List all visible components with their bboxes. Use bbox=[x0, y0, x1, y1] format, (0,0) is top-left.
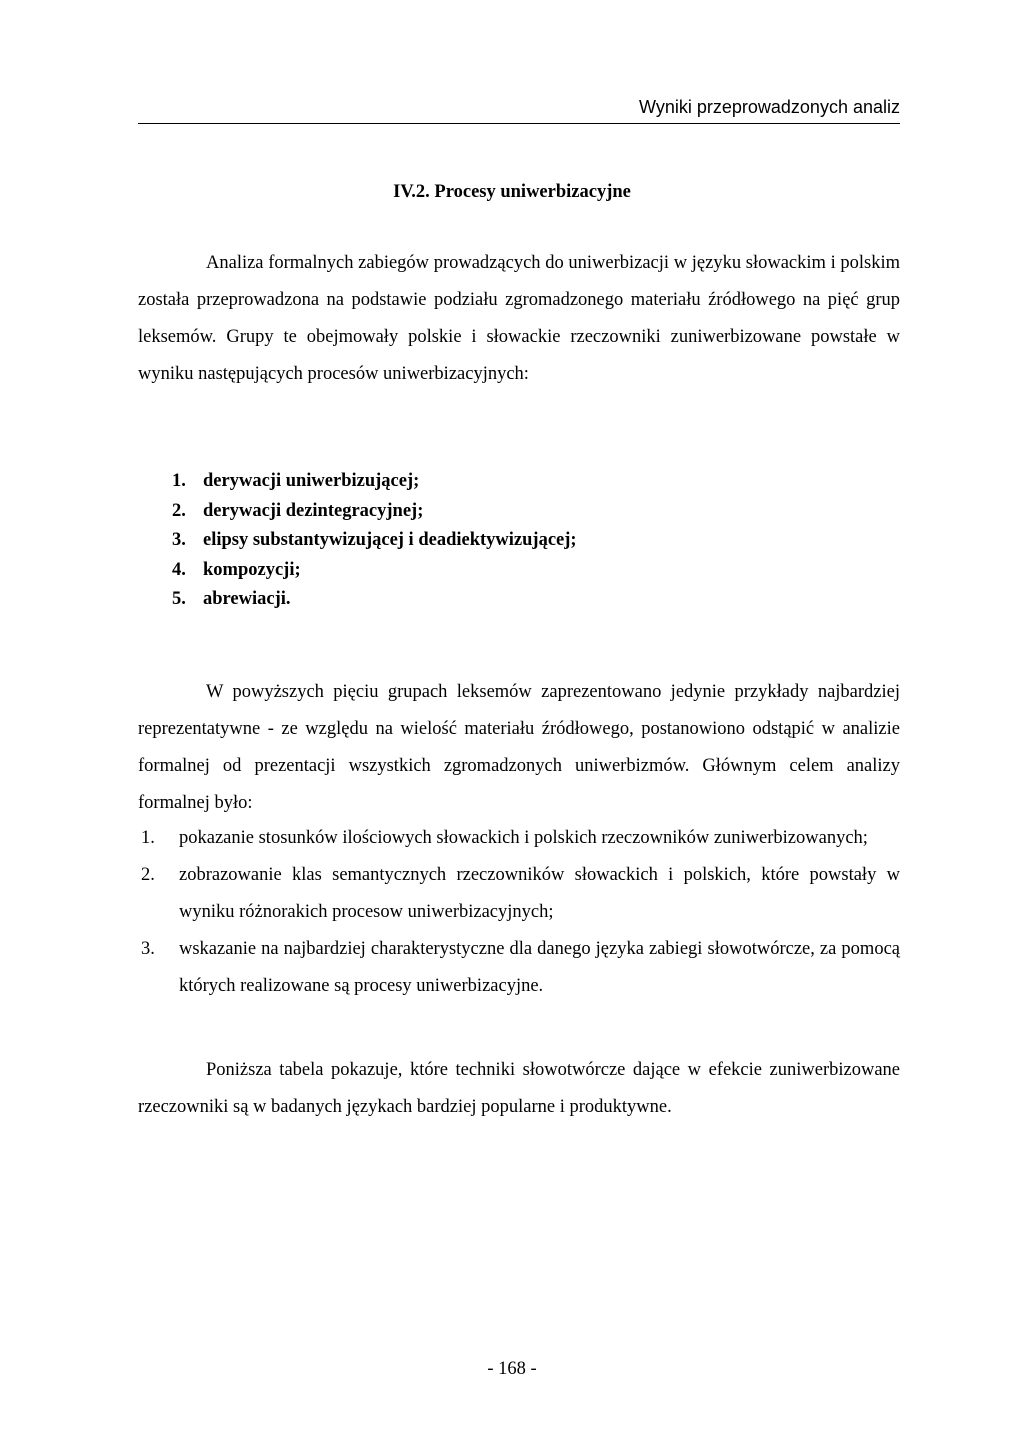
process-list bbox=[172, 467, 577, 615]
list-number: 1. bbox=[172, 471, 186, 491]
process-list-item bbox=[172, 497, 577, 527]
list-item-text: wskazanie na najbardziej charakterystyczne dla danego języka zabiegi słowotwórcze, za pomocą których realizowane są procesy uniwerbizacyjne. bbox=[179, 939, 900, 996]
list-item-text: kompozycji; bbox=[203, 559, 301, 580]
list-item-text: abrewiacji. bbox=[203, 589, 291, 609]
list-item-text: elipsy substantywizującej i deadiektywizującej; bbox=[203, 530, 577, 550]
aim-list-item bbox=[138, 931, 900, 1005]
aim-list bbox=[138, 820, 900, 1005]
process-list-item bbox=[172, 467, 577, 497]
list-number: 1. bbox=[141, 828, 155, 848]
list-item-text: zobrazowanie klas semantycznych rzeczowników słowackich i polskich, które powstały w wyniku różnorakich procesow uniwerbizacyjnych; bbox=[179, 865, 900, 922]
running-header bbox=[138, 93, 900, 124]
page-number: - 168 - bbox=[487, 1359, 537, 1379]
list-number: 5. bbox=[172, 589, 186, 609]
list-number: 4. bbox=[172, 559, 186, 580]
process-list-item bbox=[172, 526, 577, 556]
analysis-paragraph: W powyższych pięciu grupach leksemów zaprezentowano jedynie przykłady najbardziej reprezentatywne - ze względu na wielość materiału źródłowego, postanowiono odstąpić w analizie formalnej od prezentacji wszystkich zgromadzonych uniwerbizmów. Głównym celem analizy formalnej było: bbox=[138, 682, 900, 813]
table-intro-paragraph: Poniższa tabela pokazuje, które techniki słowotwórcze dające w efekcie zuniwerbizowane rzeczowniki są w badanych językach bardziej popularne i produktywne. bbox=[138, 1060, 900, 1117]
intro-paragraph: Analiza formalnych zabiegów prowadzących do uniwerbizacji w języku słowackim i polskim została przeprowadzona na podstawie podziału zgromadzonego materiału źródłowego na pięć grup leksemów. Grupy te obejmowały polskie i słowackie rzeczowniki zuniwerbizowane powstałe w wyniku następujących procesów uniwerbizacyjnych: bbox=[138, 253, 900, 384]
list-number: 2. bbox=[172, 500, 186, 521]
list-item-text: derywacji uniwerbizującej; bbox=[203, 471, 420, 491]
list-number: 2. bbox=[141, 865, 155, 885]
list-number: 3. bbox=[172, 530, 186, 550]
running-header-title: Wyniki przeprowadzonych analiz bbox=[639, 97, 900, 117]
section-title: IV.2. Procesy uniwerbizacyjne bbox=[393, 182, 631, 202]
list-item-text: pokazanie stosunków ilościowych słowackich i polskich rzeczowników zuniwerbizowanych; bbox=[179, 828, 868, 848]
aim-list-item bbox=[138, 820, 900, 857]
aim-list-item bbox=[138, 857, 900, 931]
list-number: 3. bbox=[141, 939, 155, 959]
process-list-item bbox=[172, 556, 577, 586]
list-item-text: derywacji dezintegracyjnej; bbox=[203, 500, 424, 521]
process-list-item bbox=[172, 585, 577, 615]
